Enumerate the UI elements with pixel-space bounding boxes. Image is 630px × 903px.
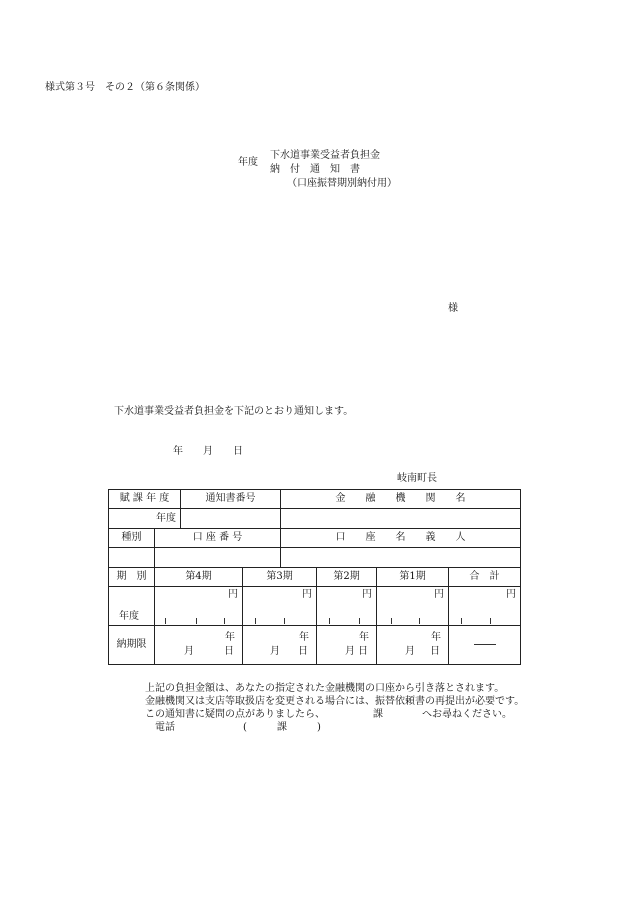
total-due-dash [474, 644, 496, 645]
phone-close-paren: ) [317, 722, 321, 733]
document-title: 下水道事業受益者負担金 [270, 150, 380, 161]
period-1-amount-cell [377, 587, 449, 626]
period-1-due-day: 日 [430, 646, 441, 657]
period-header: 期 別 [109, 568, 155, 587]
period-1-header: 第1期 [377, 568, 449, 587]
digit-separator [255, 618, 256, 624]
document-subtitle: 納 付 通 知 書 [270, 164, 360, 175]
period-4-yen: 円 [228, 589, 239, 600]
fiscal-year-label: 年度 [238, 157, 258, 168]
digit-separator [490, 618, 491, 624]
footer-line-1: 上記の負担金額は、あなたの指定された金融機関の口座から引き落とされます。 [145, 683, 505, 694]
footer-line-2: 金融機関又は支店等取扱店を変更される場合には、振替依頼書の再提出が必要です。 [145, 696, 525, 707]
account-holder-header: 口 座 名 義 人 [281, 529, 521, 548]
due-date-header: 納期限 [109, 626, 155, 665]
notice-text: 下水道事業受益者負担金を下記のとおり通知します。 [114, 406, 354, 417]
bank-name-header: 金 融 機 関 名 [281, 490, 521, 509]
digit-separator [461, 618, 462, 624]
issuer-name: 岐南町長 [397, 473, 437, 484]
total-yen: 円 [506, 589, 517, 600]
digit-separator [284, 618, 285, 624]
period-4-header: 第4期 [155, 568, 243, 587]
type-cell [109, 548, 155, 568]
phone-section: 課 [277, 722, 287, 733]
type-header: 種別 [109, 529, 155, 548]
phone-open-paren: ( [243, 722, 247, 733]
period-2-due-month: 月 [345, 646, 356, 657]
period-2-due-year: 年 [359, 632, 370, 643]
period-3-due-day: 日 [298, 646, 309, 657]
period-3-due-year: 年 [299, 632, 310, 643]
period-1-due-cell [377, 626, 449, 665]
period-3-header: 第3期 [243, 568, 317, 587]
footer-line-3a: この通知書に疑問の点がありましたら、 [145, 709, 325, 720]
amount-year-cell [109, 587, 155, 626]
period-2-header: 第2期 [317, 568, 377, 587]
digit-separator [196, 618, 197, 624]
notice-date-month: 月 [203, 446, 213, 457]
footer-line-3c: へお尋ねください。 [422, 709, 512, 720]
form-number: 様式第３号 その２（第６条関係） [45, 82, 205, 93]
notice-date-day: 日 [233, 446, 243, 457]
period-4-due-month: 月 [184, 646, 194, 657]
digit-separator [391, 618, 392, 624]
period-3-due-month: 月 [270, 646, 281, 657]
total-header: 合 計 [449, 568, 521, 587]
footer-line-3b: 課 [373, 709, 383, 720]
period-2-due-cell [317, 626, 377, 665]
digit-separator [419, 618, 420, 624]
digit-separator [329, 618, 330, 624]
period-2-yen: 円 [362, 589, 373, 600]
period-3-amount-cell [243, 587, 317, 626]
period-1-due-month: 月 [405, 646, 416, 657]
fiscal-year-header: 賦 課 年 度 [109, 490, 181, 509]
total-amount-cell [449, 587, 521, 626]
notice-date-year: 年 [173, 446, 183, 457]
fiscal-year-cell [109, 509, 181, 529]
addressee-honorific: 様 [448, 303, 458, 314]
period-4-due-year: 年 [225, 632, 236, 643]
fiscal-year-suffix: 年度 [156, 513, 177, 524]
amount-year-label: 年度 [119, 611, 139, 622]
notice-number-header: 通知書番号 [181, 490, 281, 509]
period-1-yen: 円 [434, 589, 445, 600]
digit-separator [165, 618, 166, 624]
digit-separator [359, 618, 360, 624]
period-2-due-day: 日 [358, 646, 369, 657]
period-3-due-cell [243, 626, 317, 665]
period-2-amount-cell [317, 587, 377, 626]
account-holder-cell [281, 548, 521, 568]
period-4-due-day: 日 [224, 646, 235, 657]
account-number-header: 口 座 番 号 [155, 529, 281, 548]
payment-table [108, 489, 521, 665]
period-4-due-cell [155, 626, 243, 665]
period-4-amount-cell [155, 587, 243, 626]
total-due-cell [449, 626, 521, 665]
notice-number-cell [181, 509, 281, 529]
account-number-cell [155, 548, 281, 568]
digit-separator [224, 618, 225, 624]
bank-name-cell [281, 509, 521, 529]
period-1-due-year: 年 [431, 632, 442, 643]
phone-label: 電話 [155, 722, 175, 733]
document-note: （口座振替期別納付用） [287, 178, 397, 189]
period-3-yen: 円 [302, 589, 313, 600]
